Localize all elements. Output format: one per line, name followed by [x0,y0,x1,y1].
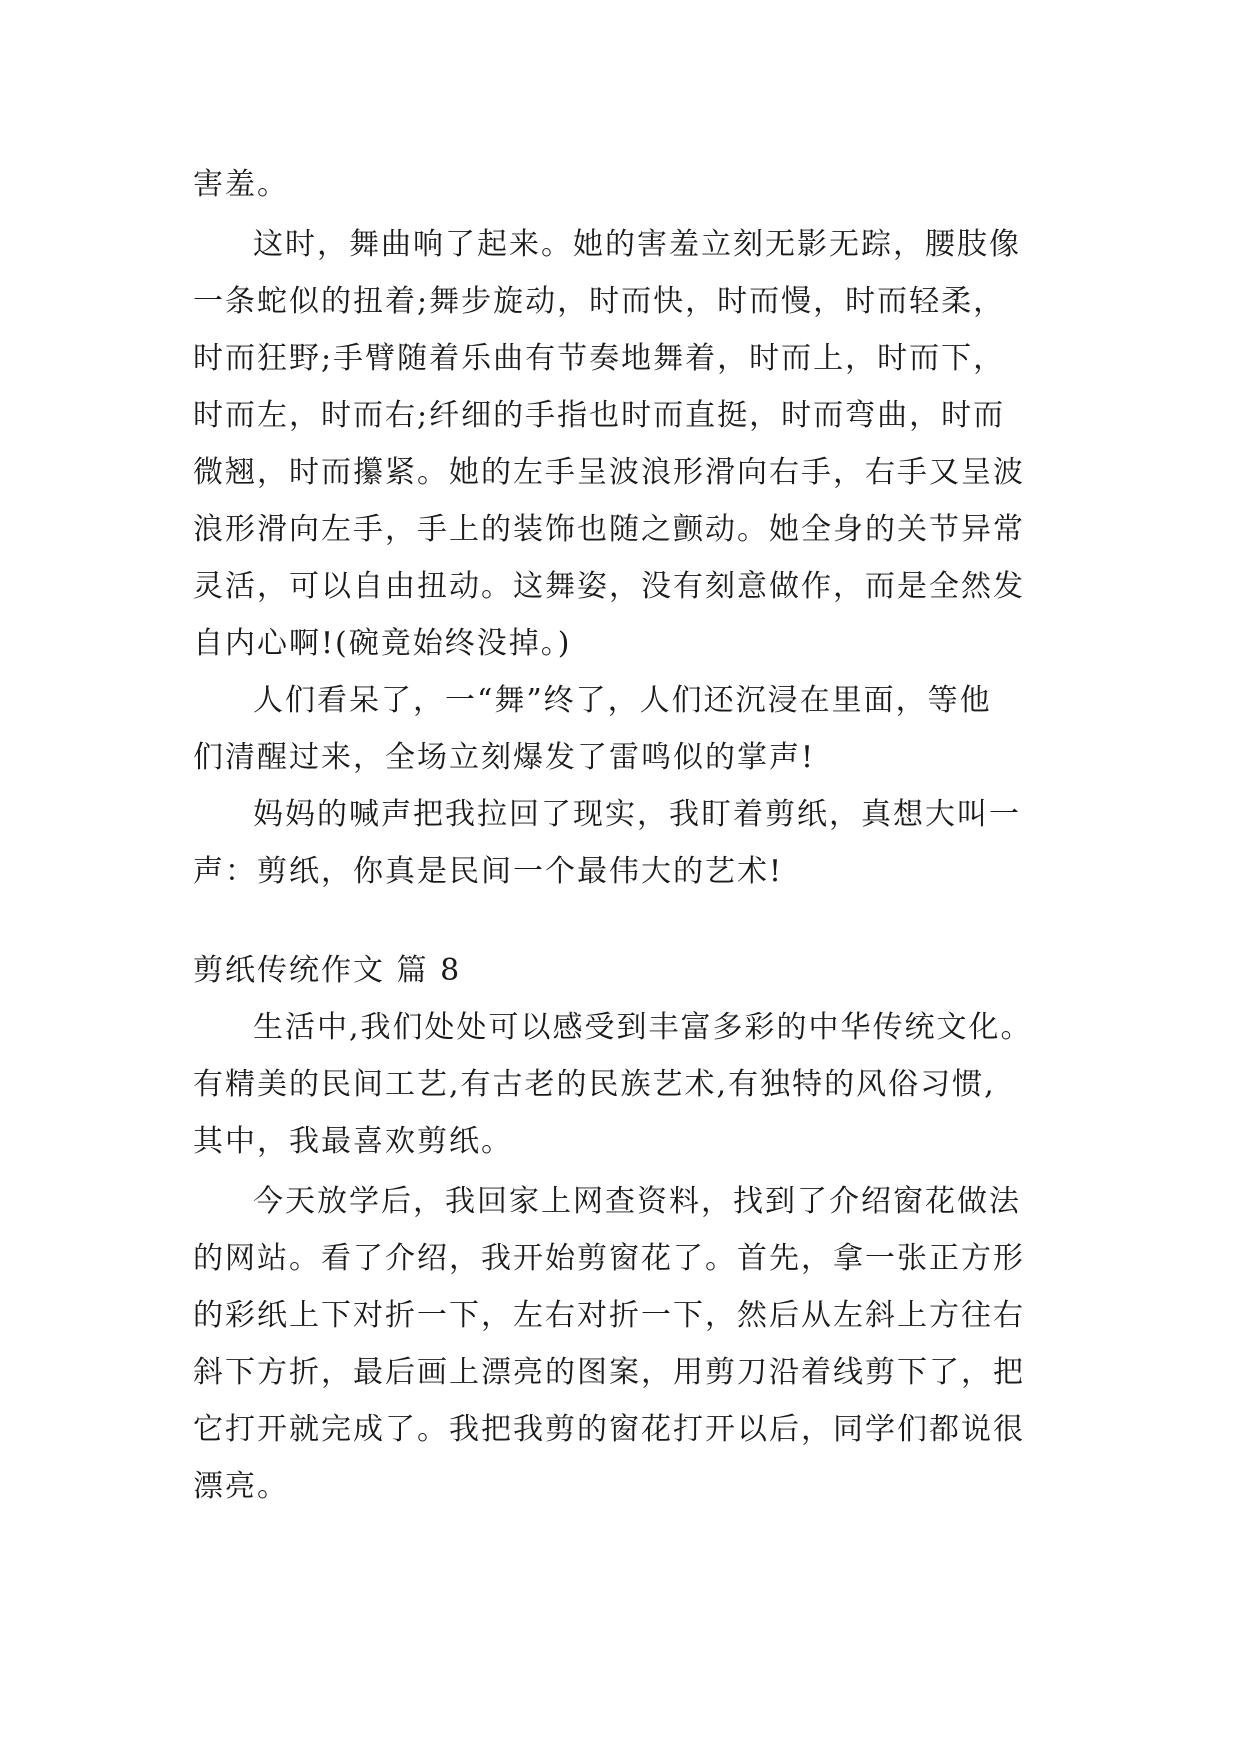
text-line: 自内心啊!(碗竟始终没掉。) [193,626,572,661]
text-line: 有精美的民间工艺,有古老的民族艺术,有独特的风俗习惯, [193,1067,996,1102]
paragraph-start: 这时，舞曲响了起来。她的害羞立刻无影无踪，腰肢像 [253,227,1021,262]
text-line: 微翘，时而攥紧。她的左手呈波浪形滑向右手，右手又呈波 [193,455,1025,490]
text-line: 们清醒过来，全场立刻爆发了雷鸣似的掌声! [193,740,816,775]
text-line: 灵活，可以自由扭动。这舞姿，没有刻意做作，而是全然发 [193,569,1025,604]
text-line: 其中，我最喜欢剪纸。 [193,1124,513,1159]
text-line: 它打开就完成了。我把我剪的窗花打开以后，同学们都说很 [193,1412,1025,1447]
text-line: 的彩纸上下对折一下，左右对折一下，然后从左斜上方往右 [193,1298,1025,1333]
section-heading: 剪纸传统作文 篇 8 [193,953,462,988]
paragraph-start: 人们看呆了，一“舞”终了，人们还沉浸在里面，等他 [253,683,992,718]
text-line: 声：剪纸，你真是民间一个最伟大的艺术! [193,854,784,889]
text-line: 斜下方折，最后画上漂亮的图案，用剪刀沿着线剪下了，把 [193,1355,1025,1390]
text-line: 害羞。 [193,167,289,202]
paragraph-start: 生活中,我们处处可以感受到丰富多彩的中华传统文化。 [253,1010,1033,1045]
text-line: 漂亮。 [193,1469,289,1504]
text-line: 时而狂野;手臂随着乐曲有节奏地舞着，时而上，时而下， [193,341,1006,376]
paragraph-start: 妈妈的喊声把我拉回了现实，我盯着剪纸，真想大叫一 [253,797,1021,832]
text-line: 的网站。看了介绍，我开始剪窗花了。首先，拿一张正方形 [193,1241,1025,1276]
text-line: 浪形滑向左手，手上的装饰也随之颤动。她全身的关节异常 [193,512,1025,547]
text-line: 一条蛇似的扭着;舞步旋动，时而快，时而慢，时而轻柔， [193,284,1006,319]
text-line: 时而左，时而右;纤细的手指也时而直挺，时而弯曲，时而 [193,398,1006,433]
paragraph-start: 今天放学后，我回家上网查资料，找到了介绍窗花做法 [253,1184,1021,1219]
